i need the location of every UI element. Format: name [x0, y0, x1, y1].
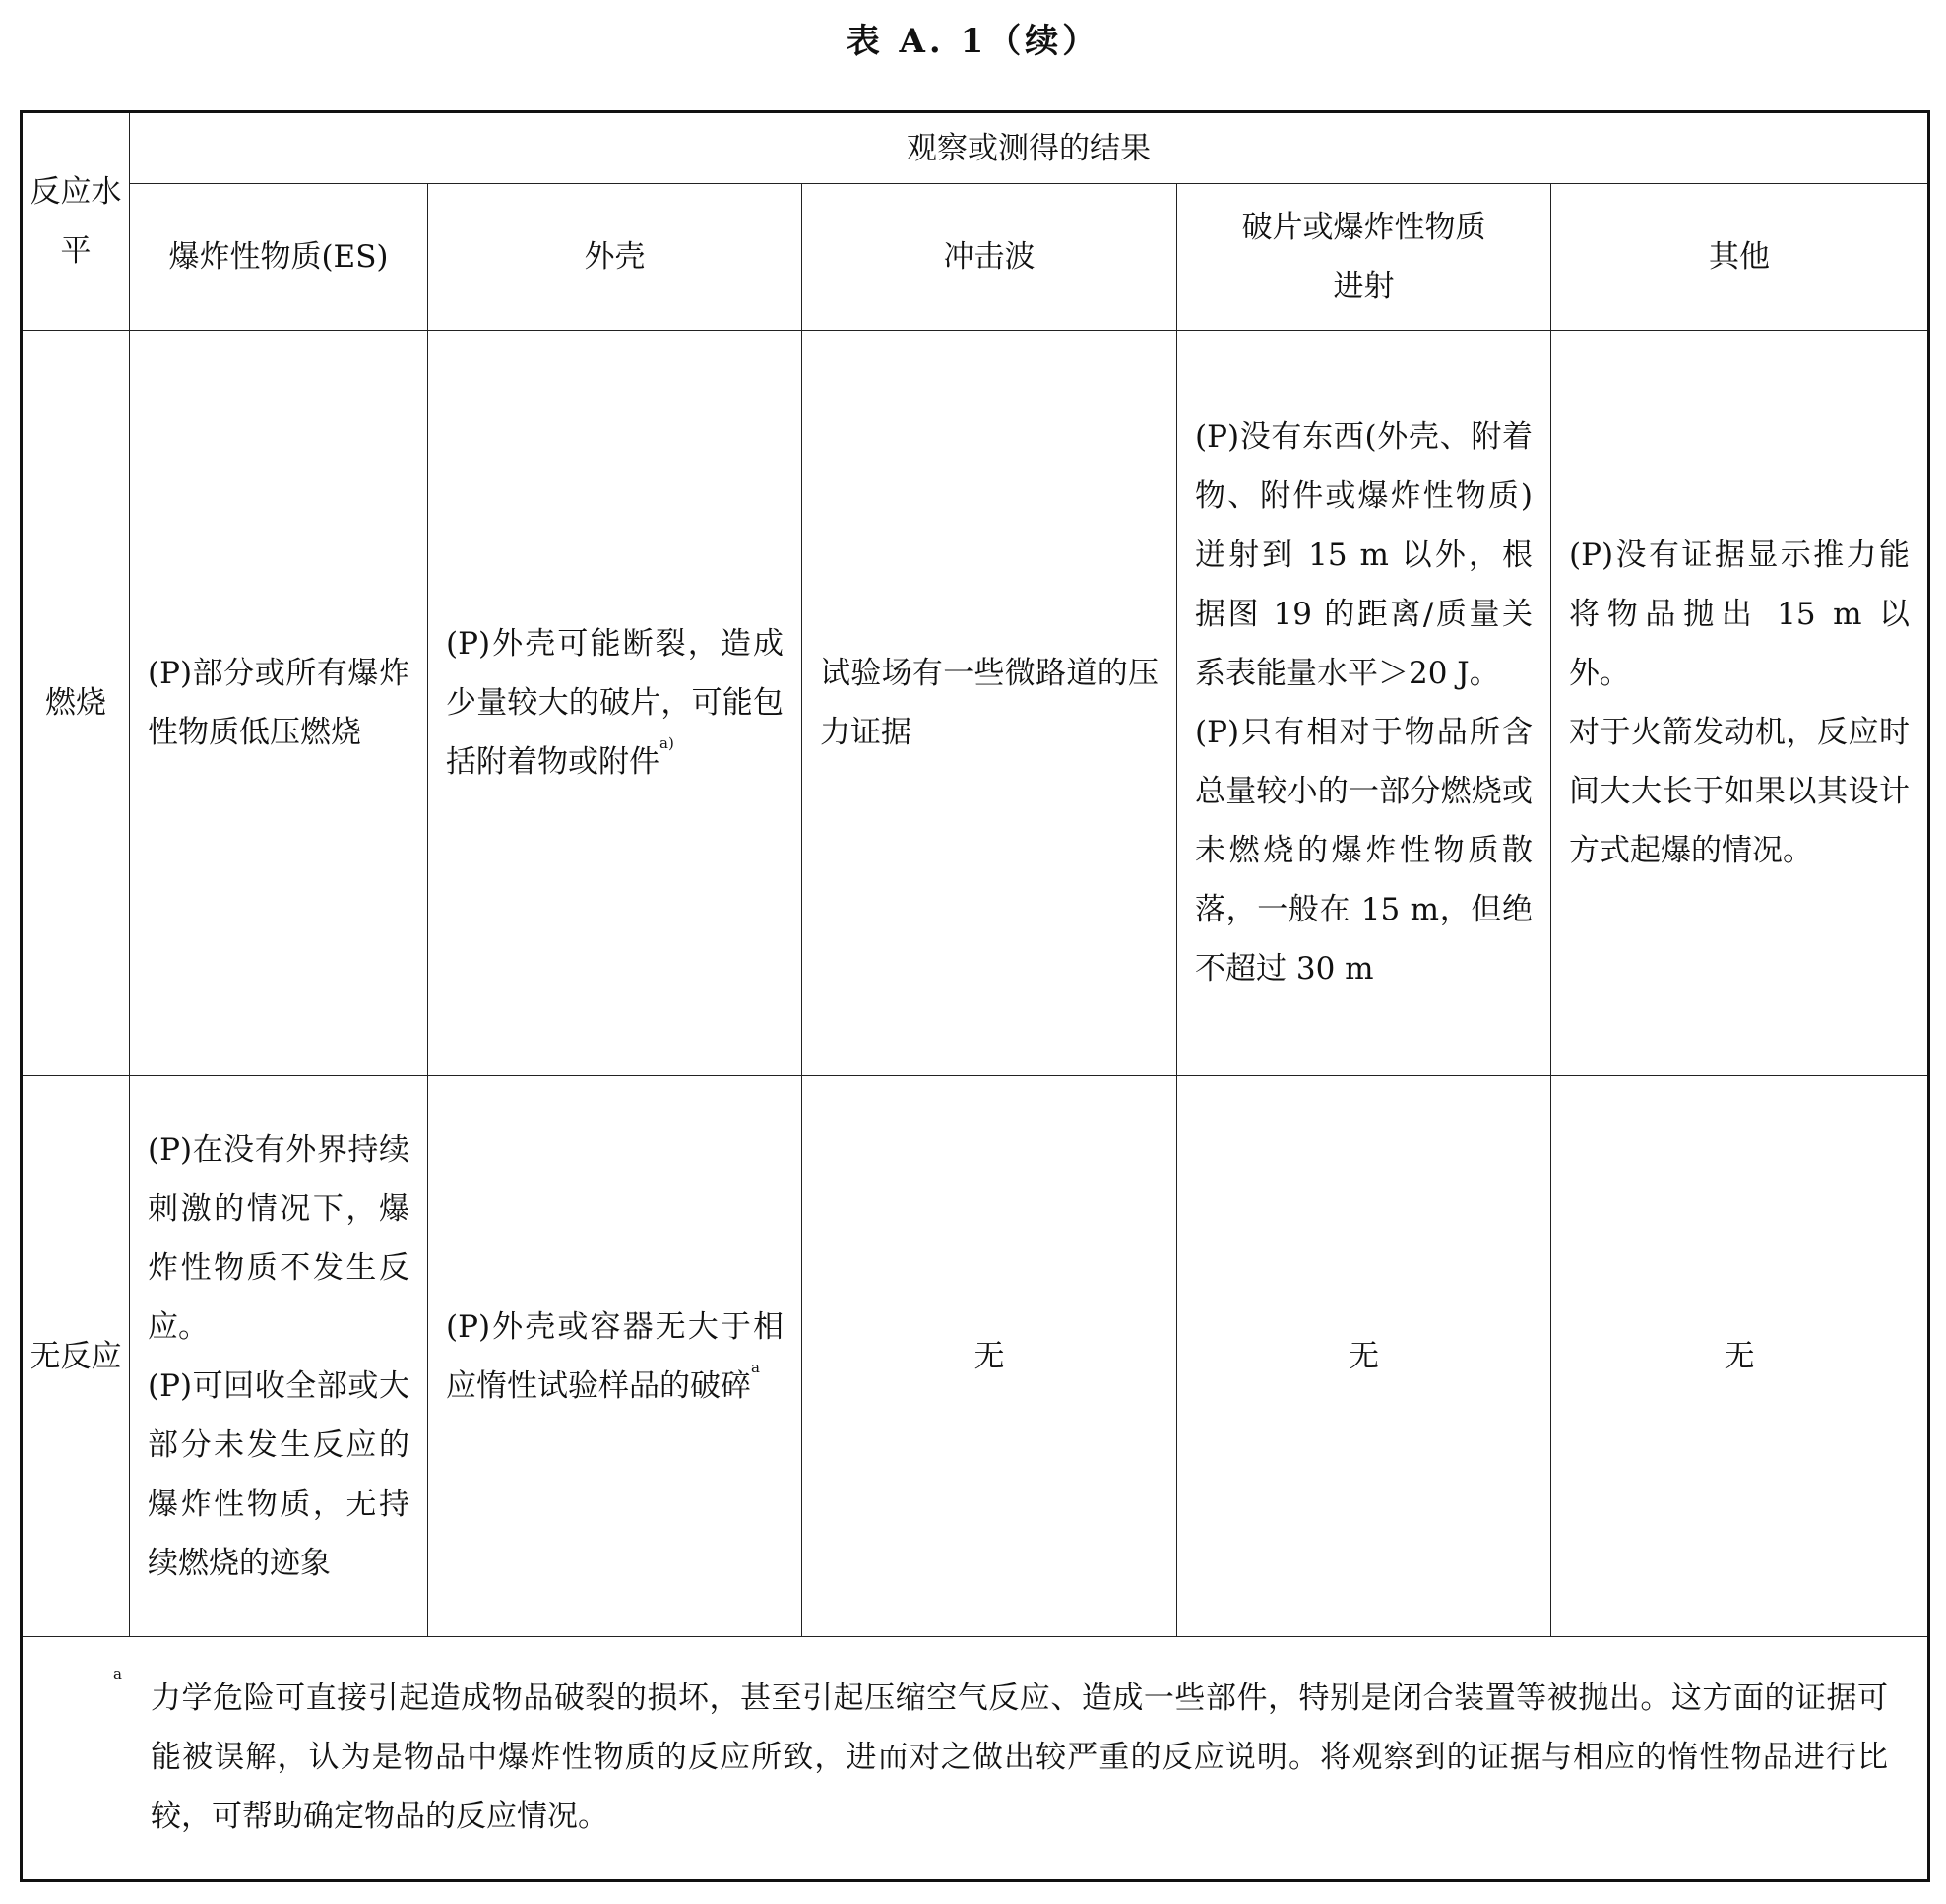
header-fragments: 破片或爆炸性物质进射: [1177, 184, 1551, 331]
cell-shell: [428, 1076, 802, 1637]
table-title: 表 A. 1（续）: [846, 22, 1100, 61]
header-shell: 外壳: [428, 184, 802, 331]
cell-other: (P)没有证据显示推力能将物品抛出 15 m 以外。 对于火箭发动机，反应时间大大长于如果以其设计方式起爆的情况。: [1551, 331, 1929, 1076]
cell-shock-wave: 试验场有一些微路道的压力证据: [802, 331, 1177, 1076]
row-level-burning: 燃烧: [22, 331, 130, 1076]
header-row-group: [22, 112, 1929, 184]
cell-shell: [428, 331, 802, 1076]
header-row-columns: [22, 184, 1929, 331]
cell-es: (P)部分或所有爆炸性物质低压燃烧: [130, 331, 428, 1076]
cell-shell-text: (P)外壳可能断裂，造成少量较大的破片，可能包括附着物或附件: [446, 626, 784, 780]
table-row: [22, 1076, 1929, 1637]
header-es: 爆炸性物质(ES): [130, 184, 428, 331]
footnote-ref: a): [659, 734, 674, 752]
table-row: [22, 331, 1929, 1076]
footnote-mark: a: [113, 1665, 122, 1682]
cell-fragments: (P)没有东西(外壳、附着物、附件或爆炸性物质)迸射到 15 m 以外，根据图 19 的距离/质量关系表能量水平＞20 J。 (P)只有相对于物品所含总量较小的一部分燃烧或未燃烧的爆炸性物质散落，一般在 15 m，但绝不超过 30 m: [1177, 331, 1551, 1076]
cell-shell-text: (P)外壳或容器无大于相应惰性试验样品的破碎: [446, 1308, 784, 1404]
footnote-ref: a: [751, 1358, 760, 1376]
cell-fragments: 无: [1177, 1076, 1551, 1637]
cell-es: (P)在没有外界持续刺激的情况下，爆炸性物质不发生反应。 (P)可回收全部或大部分未发生反应的爆炸性物质，无持续燃烧的迹象: [130, 1076, 428, 1637]
footnote: [22, 1637, 1929, 1881]
footnote-row: [22, 1637, 1929, 1881]
footnote-text: 力学危险可直接引起造成物品破裂的损坏，甚至引起压缩空气反应、造成一些部件，特别是闭合装置等被抛出。这方面的证据可能被误解，认为是物品中爆炸性物质的反应所致，进而对之做出较严重的反应说明。将观察到的证据与相应的惰性物品进行比较，可帮助确定物品的反应情况。: [151, 1681, 1889, 1834]
cell-other: 无: [1551, 1076, 1929, 1637]
header-other: 其他: [1551, 184, 1929, 331]
header-reaction-level: 反应水平: [22, 112, 130, 331]
row-level-no-reaction: 无反应: [22, 1076, 130, 1637]
header-observed-results: 观察或测得的结果: [130, 112, 1929, 184]
header-shock-wave: 冲击波: [802, 184, 1177, 331]
reaction-table: [20, 110, 1930, 1882]
cell-shock-wave: 无: [802, 1076, 1177, 1637]
